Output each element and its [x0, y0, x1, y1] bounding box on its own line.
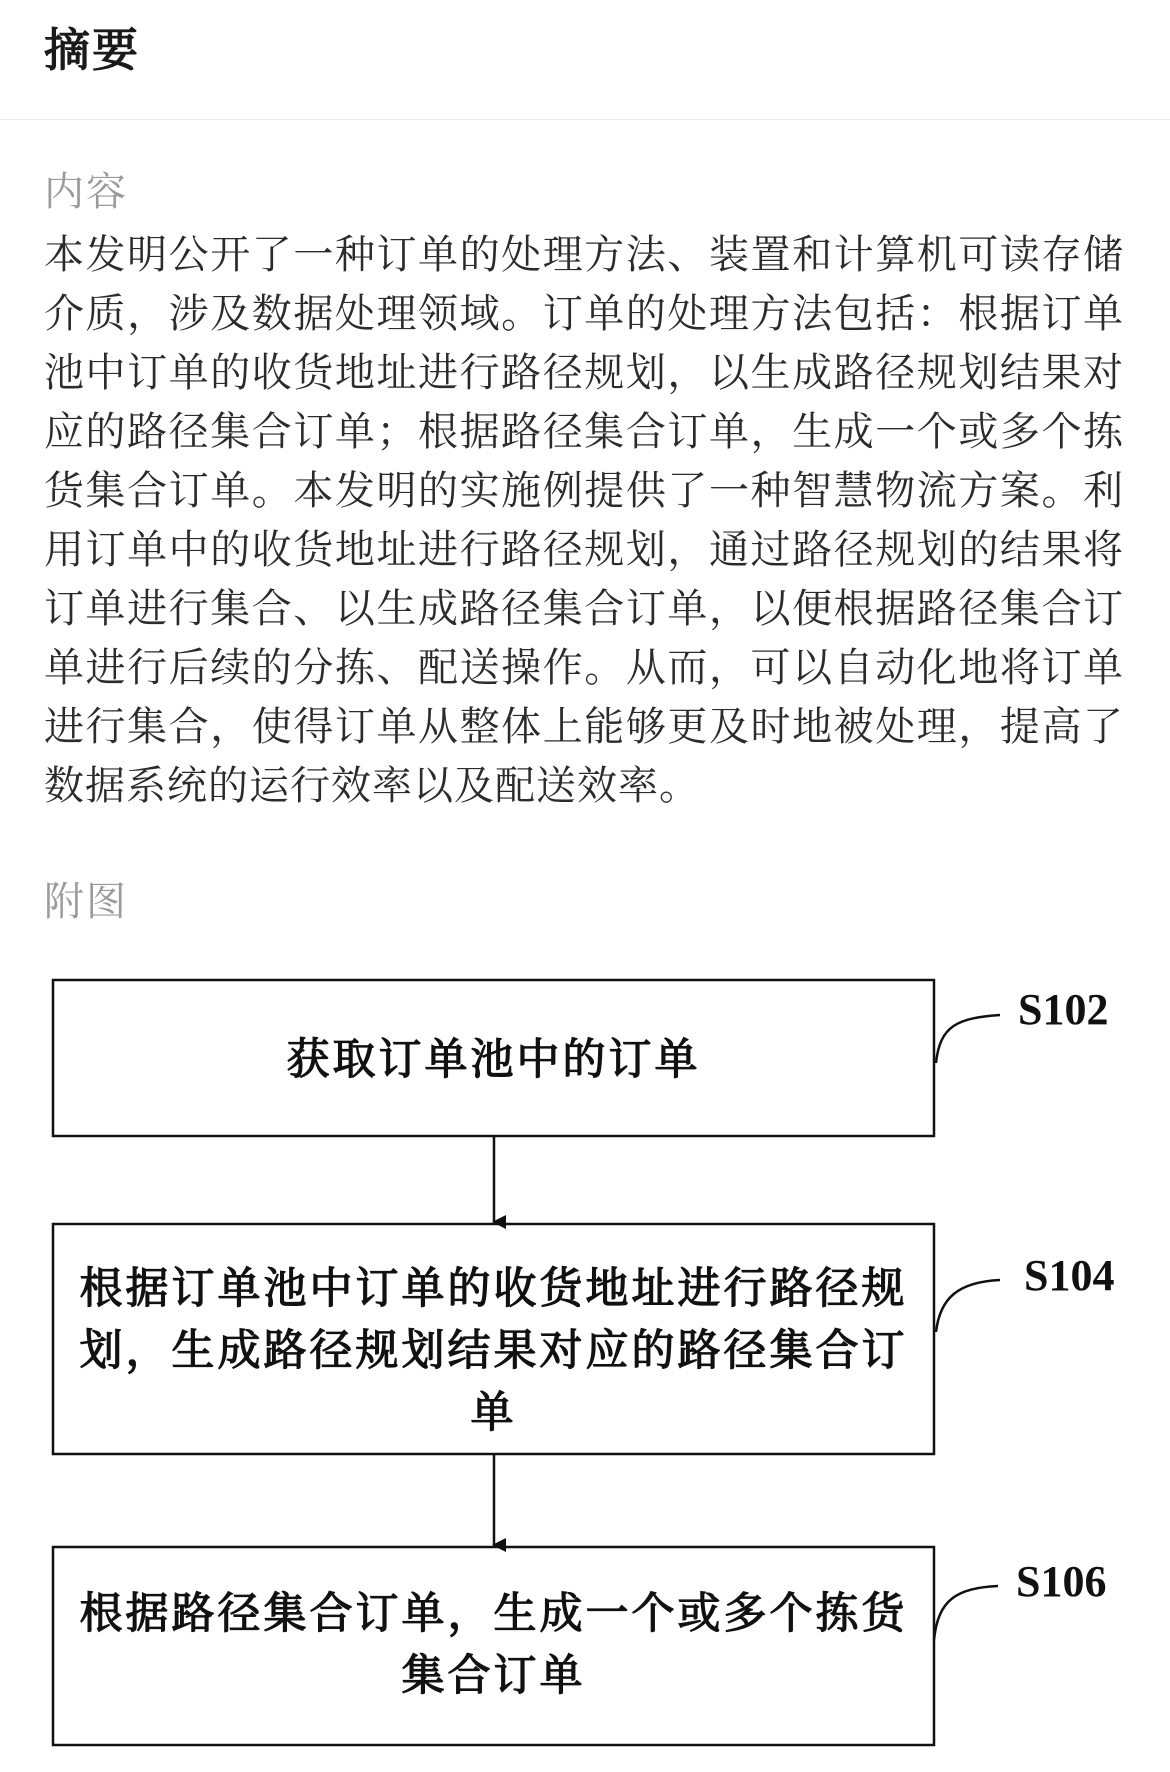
content-section-label: 内容	[44, 169, 128, 215]
header-bar	[0, 0, 1170, 120]
step-text-s104: 根据订单池中订单的收货地址进行路径规划，生成路径规划结果对应的路径集合订单	[79, 1264, 908, 1438]
label-connector-s106	[934, 1586, 998, 1640]
figure-section-label: 附图	[44, 879, 128, 925]
abstract-text: 本发明公开了一种订单的处理方法、装置和计算机可读存储介质，涉及数据处理领域。订单的处理方法包括：根据订单池中订单的收货地址进行路径规划，以生成路径规划结果对应的路径集合订单；根据路径集合订单，生成一个或多个拣货集合订单。本发明的实施例提供了一种智慧物流方案。利用订单中的收货地址进行路径规划，通过路径规划的结果将订单进行集合、以生成路径集合订单，以便根据路径集合订单进行后续的分拣、配送操作。从而，可以自动化地将订单进行集合，使得订单从整体上能够更及时地被处理，提高了数据系统的运行效率以及配送效率。	[44, 232, 1124, 809]
flowchart-figure	[0, 960, 1170, 1772]
page-title: 摘要	[44, 23, 140, 77]
step-label-s104: S104	[1024, 1251, 1115, 1300]
step-text-s106: 根据路径集合订单，生成一个或多个拣货集合订单	[79, 1589, 908, 1701]
step-label-s102: S102	[1018, 985, 1109, 1034]
step-label-s106: S106	[1016, 1557, 1107, 1606]
label-connector-s104	[936, 1280, 1000, 1332]
step-text-s102: 获取订单池中的订单	[286, 1035, 701, 1085]
label-connector-s102	[936, 1015, 1000, 1063]
